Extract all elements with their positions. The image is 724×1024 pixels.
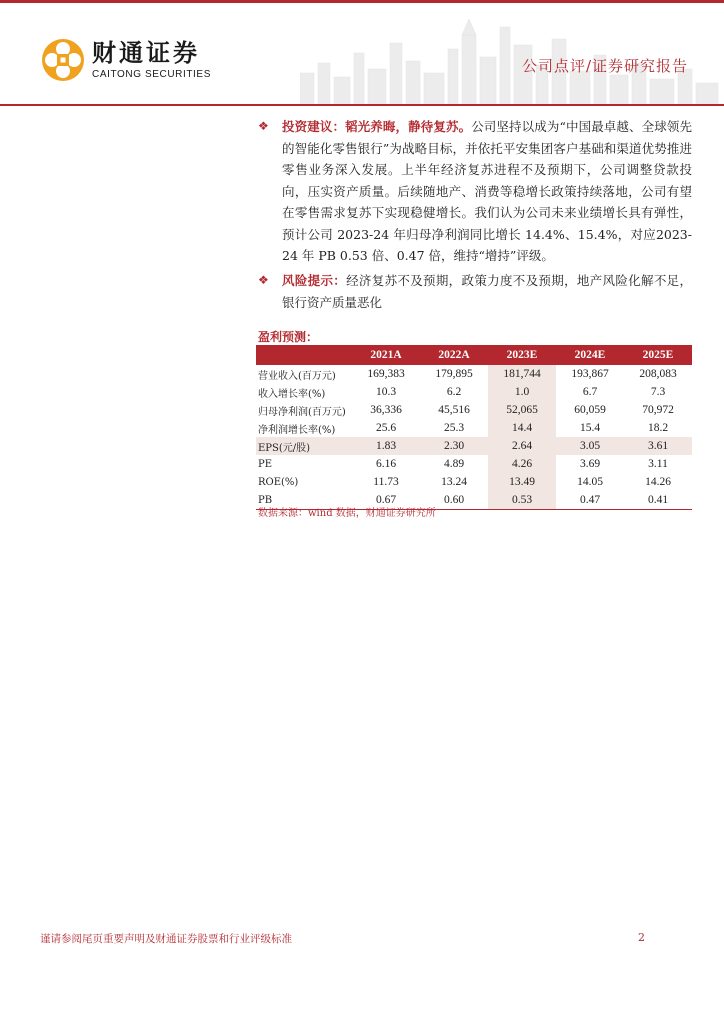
table-cell: 0.47 — [556, 491, 624, 510]
logo-chinese-name: 财通证券 — [92, 39, 200, 67]
row-label: 归母净利润(百万元) — [258, 406, 346, 418]
table-cell: 0.53 — [488, 491, 556, 510]
caitong-logo — [40, 37, 211, 83]
table-cell: 15.4 — [579, 422, 601, 434]
table-cell: 2.30 — [420, 437, 488, 455]
table-cell: 4.26 — [488, 455, 556, 473]
table-row — [256, 473, 692, 491]
caitong-logo-icon — [40, 37, 86, 83]
row-label: ROE(%) — [258, 476, 299, 488]
table-header-cell: 2021A — [352, 345, 420, 365]
investment-text: 公司坚持以成为“中国最卓越、全球领先的智能化零售银行”为战略目标，并依托平安集团客户基础和渠道优势推进零售业务深入发展。上半年经济复苏进程不及预期下，公司调整贷款投向，压实资产质量。后续随地产、消费等稳增长政策持续落地，公司有望在零售需求复苏下实现稳健增长。我们认为公司未来业绩增长具有弹性，预计公司 2023-24 年归母净利润同比增长 14.4%、15.4%，对应2023-24 年 PB 0.53 倍、0.47 倍，维持“增持”评级。 — [282, 119, 692, 263]
table-header-cell: 2025E — [624, 345, 692, 365]
table-row — [256, 401, 692, 419]
table-cell: 0.60 — [420, 491, 488, 510]
risk-label: 风险提示： — [282, 273, 347, 288]
table-header-cell: 2024E — [556, 345, 624, 365]
page-number: 2 — [638, 931, 645, 944]
table-cell: 36,336 — [370, 404, 402, 416]
table-cell: 179,895 — [435, 368, 473, 380]
forecast-table-title: 盈利预测： — [258, 330, 319, 344]
table-cell: 1.83 — [352, 437, 420, 455]
table-row — [256, 383, 692, 401]
table-header-cell — [256, 345, 352, 365]
table-cell: 70,972 — [642, 404, 674, 416]
row-label: 净利润增长率(%) — [258, 424, 336, 436]
table-cell: 3.61 — [624, 437, 692, 455]
row-label: PB — [256, 491, 352, 510]
risk-warning — [258, 270, 692, 313]
table-cell: 0.41 — [624, 491, 692, 510]
table-cell: 14.26 — [645, 476, 671, 488]
table-header-cell: 2022A — [420, 345, 488, 365]
table-row — [256, 437, 692, 455]
table-cell: 11.73 — [373, 476, 399, 488]
table-row — [256, 455, 692, 473]
table-cell: 3.11 — [648, 458, 668, 470]
row-label: PE — [258, 458, 273, 470]
table-cell: 4.89 — [443, 458, 465, 470]
risk-text: 经济复苏不及预期，政策力度不及预期，地产风险化解不足，银行资产质量恶化 — [282, 273, 692, 310]
table-cell: 25.6 — [375, 422, 397, 434]
diamond-bullet-icon: ❖ — [258, 273, 269, 287]
report-type-label: 公司点评/证券研究报告 — [521, 57, 688, 75]
investment-recommendation — [258, 116, 692, 267]
row-label: 营业收入(百万元) — [258, 370, 336, 382]
table-row — [256, 365, 692, 383]
table-cell: 7.3 — [650, 386, 666, 398]
table-row — [256, 419, 692, 437]
table-cell: 60,059 — [574, 404, 606, 416]
earnings-forecast-table — [256, 345, 692, 510]
table-cell: 13.49 — [488, 473, 556, 491]
table-header-cell: 2023E — [488, 345, 556, 365]
row-label: EPS(元/股) — [256, 437, 352, 455]
row-label: 收入增长率(%) — [258, 388, 326, 400]
diamond-bullet-icon: ❖ — [258, 119, 269, 133]
investment-label: 投资建议：韬光养晦，静待复苏。 — [282, 119, 472, 134]
table-cell: 52,065 — [488, 401, 556, 419]
table-cell: 25.3 — [443, 422, 465, 434]
table-cell: 3.05 — [556, 437, 624, 455]
table-cell: 13.24 — [441, 476, 467, 488]
table-cell: 14.05 — [577, 476, 603, 488]
logo-english-name: CAITONG SECURITIES — [92, 69, 211, 80]
table-cell: 1.0 — [488, 383, 556, 401]
table-cell: 0.67 — [352, 491, 420, 510]
table-cell: 14.4 — [488, 419, 556, 437]
footer-disclaimer: 谨请参阅尾页重要声明及财通证券股票和行业评级标准 — [40, 933, 292, 945]
table-cell: 208,083 — [639, 368, 677, 380]
table-cell: 6.16 — [375, 458, 397, 470]
table-cell: 18.2 — [647, 422, 669, 434]
table-cell: 3.69 — [579, 458, 601, 470]
table-cell: 181,744 — [488, 365, 556, 383]
table-cell: 169,383 — [367, 368, 405, 380]
data-source-note: 数据来源：wind 数据，财通证券研究所 — [258, 508, 436, 519]
header-rule — [0, 104, 724, 106]
table-cell: 193,867 — [571, 368, 609, 380]
table-cell: 6.2 — [446, 386, 462, 398]
table-header-row — [256, 345, 692, 365]
table-cell: 2.64 — [488, 437, 556, 455]
table-cell: 6.7 — [582, 386, 598, 398]
table-cell: 45,516 — [438, 404, 470, 416]
table-cell: 10.3 — [375, 386, 397, 398]
page-header — [0, 3, 724, 105]
